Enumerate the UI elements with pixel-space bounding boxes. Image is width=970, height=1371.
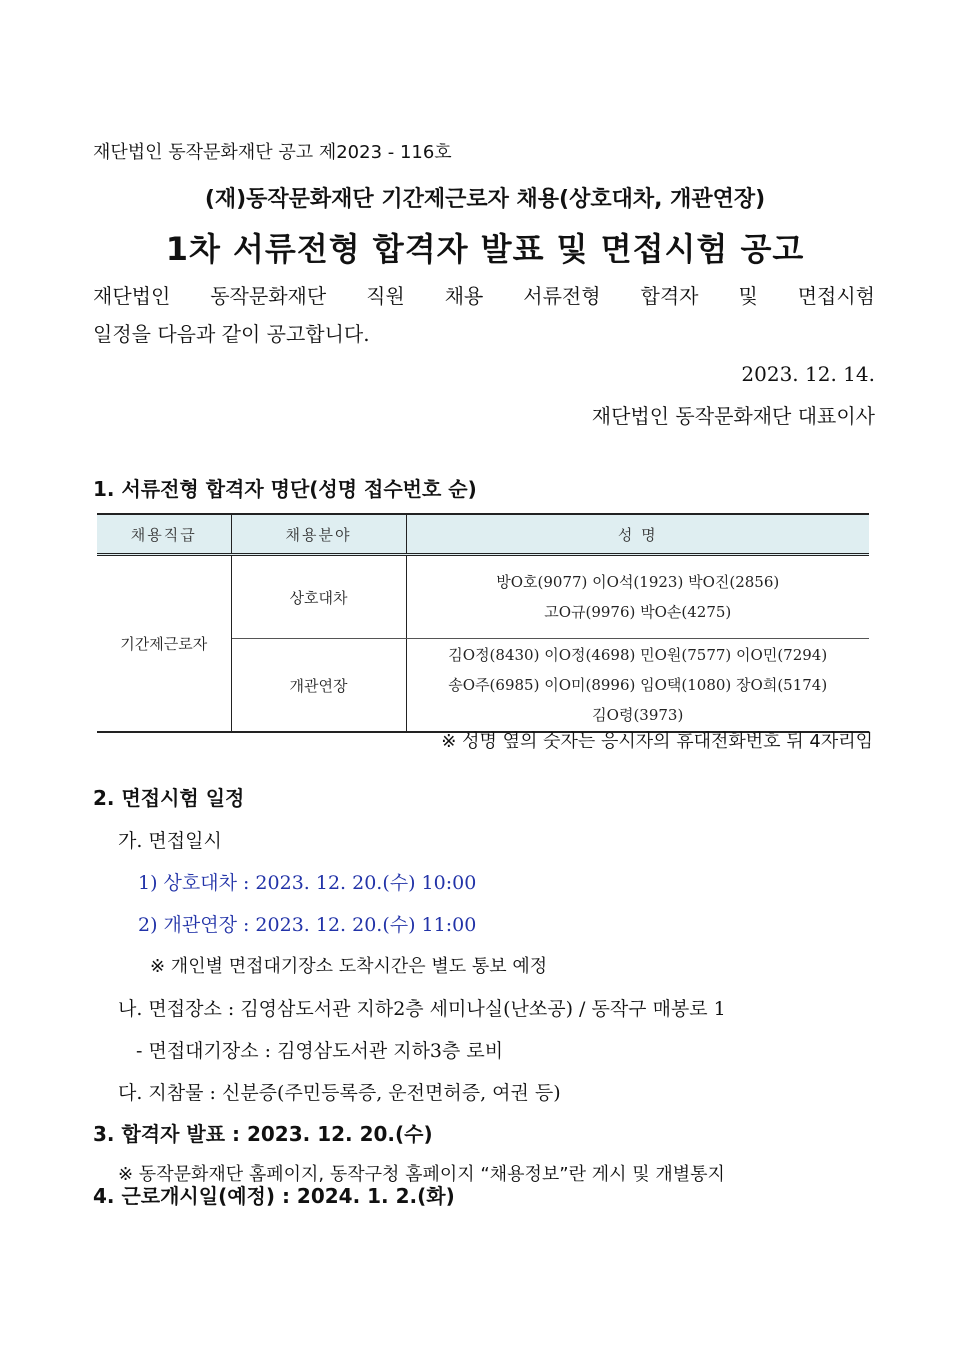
- notice-number: 재단법인 동작문화재단 공고 제2023 - 116호: [93, 142, 452, 163]
- document-title: 1차 서류전형 합격자 발표 및 면접시험 공고: [165, 230, 805, 268]
- names-line: 방O호(9077) 이O석(1923) 박O진(2856): [496, 573, 780, 591]
- section-1-title: 1. 서류전형 합격자 명단(성명 접수번호 순): [93, 477, 477, 501]
- notice-date: 2023. 12. 14.: [741, 362, 875, 386]
- document-subtitle: (재)동작문화재단 기간제근로자 채용(상호대차, 개관연장): [204, 187, 766, 212]
- interview-slot-1: 1) 상호대차 : 2023. 12. 20.(수) 10:00: [138, 872, 477, 894]
- names-cell: [406, 639, 869, 733]
- applicant-table: [97, 513, 869, 733]
- waiting-place: - 면접대기장소 : 김영삼도서관 지하3층 로비: [136, 1040, 504, 1062]
- names-line: 김O령(3973): [592, 706, 684, 724]
- header-field: 채용분야: [231, 514, 406, 555]
- field-cell: 상호대차: [231, 555, 406, 639]
- announcement-note: ※ 동작문화재단 홈페이지, 동작구청 홈페이지 “채용정보”란 게시 및 개별통지: [118, 1164, 725, 1185]
- interview-time-label: 가. 면접일시: [118, 830, 222, 852]
- names-line: 송O주(6985) 이O미(8996) 임O택(1080) 장O희(5174): [448, 676, 828, 694]
- header-names: 성 명: [406, 514, 869, 555]
- table-row: [97, 555, 869, 639]
- header-rank: 채용직급: [97, 514, 231, 555]
- table-header-row: [97, 514, 869, 555]
- items-to-bring: 다. 지참물 : 신분증(주민등록증, 운전면허증, 여권 등): [118, 1082, 561, 1104]
- intro-line-2: 일정을 다음과 같이 공고합니다.: [93, 322, 370, 346]
- section-3-title: 3. 합격자 발표 : 2023. 12. 20.(수): [93, 1122, 433, 1146]
- interview-slot-2: 2) 개관연장 : 2023. 12. 20.(수) 11:00: [138, 914, 477, 936]
- wait-time-note: ※ 개인별 면접대기장소 도착시간은 별도 통보 예정: [150, 956, 548, 977]
- rank-cell: 기간제근로자: [97, 555, 231, 733]
- intro-line-1: 재단법인 동작문화재단 직원 채용 서류전형 합격자 및 면접시험: [93, 284, 875, 308]
- issuer: 재단법인 동작문화재단 대표이사: [591, 404, 875, 428]
- names-line: 김O정(8430) 이O정(4698) 민O원(7577) 이O민(7294): [448, 646, 828, 664]
- names-cell: [406, 555, 869, 639]
- section-2-title: 2. 면접시험 일정: [93, 786, 245, 810]
- names-line: 고O규(9976) 박O손(4275): [544, 603, 732, 621]
- section-4-title: 4. 근로개시일(예정) : 2024. 1. 2.(화): [93, 1184, 455, 1208]
- table-note: ※ 성명 옆의 숫자는 응시자의 휴대전화번호 뒤 4자리임: [441, 731, 873, 752]
- field-cell: 개관연장: [231, 639, 406, 733]
- interview-place: 나. 면접장소 : 김영삼도서관 지하2층 세미나실(난쏘공) / 동작구 매봉로 1: [118, 998, 726, 1020]
